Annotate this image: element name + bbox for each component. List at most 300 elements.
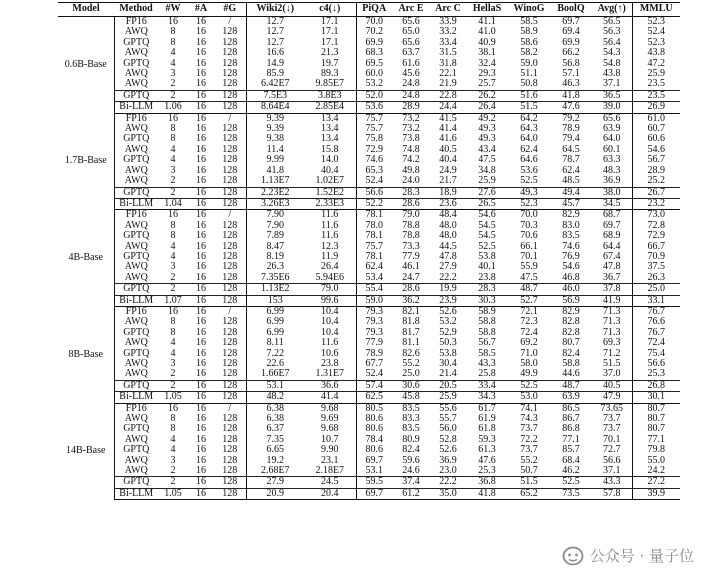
avg-cell: 63.3 — [603, 155, 621, 166]
mmlu-cell: 55.0 — [632, 456, 680, 466]
winog-cell: 66.1 — [520, 241, 538, 252]
arc-c-cell: 33.2 — [439, 27, 457, 38]
winog-cell: 70.3 — [520, 220, 538, 231]
wiki2-cell: 2.23E2 — [246, 187, 304, 198]
method-cell: AWQ — [124, 220, 148, 231]
mmlu-cell: 80.7 — [632, 424, 680, 434]
arc-e-cell: 77.9 — [402, 251, 420, 262]
c4-cell: 2.33E3 — [304, 198, 356, 209]
weight-bits-cell: 1.05 — [158, 488, 188, 499]
boolq-cell: 57.1 — [562, 69, 580, 80]
table-row — [58, 69, 680, 79]
boolq-cell: 82.9 — [562, 306, 580, 317]
mmlu-cell: 23.2 — [632, 198, 680, 209]
activation-bits-cell: 16 — [196, 327, 206, 338]
hellas-cell: 41.0 — [478, 27, 496, 38]
method-cell: GPTQ — [123, 58, 150, 69]
winog-cell: 55.9 — [520, 262, 538, 273]
weight-bits-cell: 16 — [168, 113, 178, 124]
header-arc-e: Arc E — [392, 3, 430, 17]
arc-e-cell: 83.5 — [402, 403, 420, 414]
table-row — [58, 59, 680, 69]
wiki2-cell: 22.6 — [246, 359, 304, 369]
method-cell: Bi-LLM — [114, 102, 158, 113]
group-size-cell: 128 — [222, 348, 238, 359]
mmlu-cell: 60.7 — [632, 124, 680, 134]
watermark-text: 公众号 · 量子位 — [589, 547, 694, 565]
table-row — [58, 466, 680, 477]
hellas-cell: 58.9 — [478, 306, 496, 317]
hellas-cell: 29.3 — [478, 69, 496, 80]
weight-bits-cell: 4 — [170, 48, 176, 59]
avg-cell: 70.1 — [603, 434, 621, 445]
method-cell: GPTQ — [123, 424, 150, 435]
method-cell: GPTQ — [114, 187, 158, 198]
arc-c-cell: 53.2 — [439, 317, 457, 328]
winog-cell: 64.6 — [520, 155, 538, 166]
method-cell: AWQ — [124, 434, 148, 445]
wiki2-cell: 19.2 — [246, 456, 304, 466]
model-name-cell: 4B-Base — [58, 210, 114, 307]
mmlu-cell: 24.2 — [632, 466, 680, 477]
avg-cell: 47.8 — [603, 262, 621, 273]
arc-e-cell: 49.8 — [402, 165, 420, 176]
table-row — [58, 113, 680, 124]
avg-cell: 54.3 — [603, 48, 621, 59]
table-header — [58, 3, 680, 17]
piqa-cell: 62.5 — [356, 392, 392, 403]
header-wiki2: Wiki2(↓) — [246, 3, 304, 17]
weight-bits-cell: 2 — [158, 187, 188, 198]
boolq-cell: 83.5 — [562, 231, 580, 242]
boolq-cell: 74.6 — [562, 241, 580, 252]
arc-e-cell: 73.3 — [402, 241, 420, 252]
wiki2-cell: 153 — [246, 295, 304, 306]
boolq-cell: 69.4 — [562, 27, 580, 38]
arc-e-cell: 36.2 — [392, 295, 430, 306]
c4-cell: 24.5 — [304, 477, 356, 488]
arc-c-cell: 40.5 — [439, 144, 457, 155]
wiki2-cell: 9.39 — [246, 124, 304, 134]
arc-e-cell: 28.9 — [392, 102, 430, 113]
group-size-cell: 128 — [214, 466, 246, 477]
activation-bits-cell: 16 — [196, 317, 206, 328]
c4-cell: 40.4 — [321, 165, 339, 176]
hellas-cell: 23.8 — [466, 273, 508, 284]
wiki2-cell: 6.37 — [246, 424, 304, 434]
avg-cell: 56.6 — [603, 455, 621, 466]
hellas-cell: 26.5 — [466, 198, 508, 209]
hellas-cell: 54.6 — [478, 209, 496, 221]
arc-e-cell: 65.6 — [402, 16, 420, 27]
method-cell: GPTQ — [114, 477, 158, 488]
avg-cell: 64.0 — [603, 134, 621, 145]
weight-bits-cell: 8 — [170, 424, 176, 435]
arc-c-cell: 53.8 — [439, 348, 457, 359]
mmlu-cell: 33.1 — [632, 295, 680, 306]
group-size-cell: 128 — [222, 165, 238, 176]
arc-c-cell: 48.4 — [439, 209, 457, 221]
wiki2-cell: 8.19 — [246, 252, 304, 262]
hellas-cell: 58.8 — [478, 327, 496, 338]
arc-e-cell: 45.6 — [402, 69, 420, 80]
method-cell: GPTQ — [123, 327, 150, 338]
avg-cell: 54.8 — [603, 58, 621, 69]
table-row — [58, 445, 680, 455]
c4-cell: 17.1 — [321, 37, 339, 48]
hellas-cell: 28.3 — [466, 284, 508, 295]
header-avg: Avg(↑) — [592, 3, 632, 17]
table-row — [58, 262, 680, 272]
avg-cell: 43.8 — [603, 69, 621, 80]
hellas-cell: 53.8 — [478, 251, 496, 262]
activation-bits-cell: 16 — [188, 79, 214, 90]
wiki2-cell: 8.47 — [246, 242, 304, 252]
wiki2-cell: 16.6 — [246, 48, 304, 58]
boolq-cell: 46.8 — [550, 273, 592, 284]
method-cell: GPTQ — [114, 90, 158, 101]
piqa-cell: 52.4 — [356, 176, 392, 187]
boolq-cell: 78.7 — [562, 155, 580, 166]
hellas-cell: 26.2 — [466, 90, 508, 101]
group-size-cell: 128 — [222, 155, 238, 166]
avg-cell: 63.9 — [603, 124, 621, 135]
hellas-cell: 25.7 — [466, 79, 508, 90]
c4-cell: 13.4 — [321, 124, 339, 135]
table-row — [58, 17, 680, 28]
piqa-cell: 69.9 — [356, 38, 392, 48]
avg-cell: 60.1 — [603, 144, 621, 155]
weight-bits-cell: 4 — [170, 251, 176, 262]
header-mmlu: MMLU — [632, 3, 680, 17]
c4-cell: 9.68 — [321, 403, 339, 414]
arc-c-cell: 44.5 — [439, 241, 457, 252]
activation-bits-cell: 16 — [196, 455, 206, 466]
activation-bits-cell: 16 — [196, 359, 206, 369]
method-cell: AWQ — [124, 165, 148, 176]
arc-c-cell: 21.4 — [430, 369, 466, 380]
table-row — [58, 187, 680, 198]
piqa-cell: 80.5 — [356, 403, 392, 414]
avg-cell: 39.0 — [592, 102, 632, 113]
activation-bits-cell: 16 — [188, 392, 214, 403]
table-row — [58, 155, 680, 165]
boolq-cell: 78.9 — [562, 124, 580, 135]
avg-cell: 37.1 — [592, 79, 632, 90]
c4-cell: 9.69 — [321, 414, 339, 425]
table-row — [58, 166, 680, 176]
weight-bits-cell: 4 — [170, 434, 176, 445]
avg-cell: 64.4 — [603, 241, 621, 252]
avg-cell: 57.8 — [592, 488, 632, 499]
mmlu-cell: 30.1 — [632, 392, 680, 403]
activation-bits-cell: 16 — [196, 113, 206, 124]
piqa-cell: 75.8 — [356, 134, 392, 144]
weight-bits-cell: 1.06 — [158, 102, 188, 113]
c4-cell: 2.85E4 — [304, 102, 356, 113]
winog-cell: 72.2 — [520, 434, 538, 445]
weight-bits-cell: 4 — [170, 241, 176, 252]
winog-cell: 74.1 — [520, 403, 538, 414]
arc-c-cell: 24.4 — [430, 102, 466, 113]
c4-cell: 13.4 — [321, 113, 339, 124]
table-row — [58, 306, 680, 317]
hellas-cell: 47.5 — [478, 155, 496, 166]
arc-e-cell: 28.6 — [392, 284, 430, 295]
activation-bits-cell: 16 — [196, 403, 206, 414]
piqa-cell: 59.5 — [356, 477, 392, 488]
group-size-cell: 128 — [222, 262, 238, 273]
boolq-cell: 64.5 — [562, 144, 580, 155]
weight-bits-cell: 8 — [170, 414, 176, 425]
arc-e-cell: 45.8 — [392, 392, 430, 403]
piqa-cell: 67.7 — [356, 359, 392, 369]
piqa-cell: 78.1 — [356, 252, 392, 262]
boolq-cell: 69.9 — [562, 37, 580, 48]
hellas-cell: 61.7 — [478, 403, 496, 414]
wiki2-cell: 48.2 — [246, 392, 304, 403]
arc-c-cell: 21.9 — [430, 79, 466, 90]
weight-bits-cell: 1.07 — [158, 295, 188, 306]
arc-e-cell: 63.7 — [402, 48, 420, 59]
piqa-cell: 65.3 — [356, 166, 392, 176]
arc-e-cell: 30.6 — [392, 380, 430, 391]
activation-bits-cell: 16 — [196, 165, 206, 176]
arc-e-cell: 24.0 — [392, 176, 430, 187]
weight-bits-cell: 4 — [170, 58, 176, 69]
table-row — [58, 424, 680, 434]
header-activation-bits: #A — [188, 3, 214, 17]
c4-cell: 15.8 — [321, 144, 339, 155]
winog-cell: 59.0 — [520, 58, 538, 69]
activation-bits-cell: 16 — [196, 220, 206, 231]
method-cell: GPTQ — [123, 37, 150, 48]
table-row — [58, 210, 680, 221]
arc-e-cell: 81.1 — [402, 338, 420, 349]
table-row — [58, 198, 680, 209]
winog-cell: 50.7 — [508, 466, 550, 477]
c4-cell: 13.4 — [321, 134, 339, 145]
quantization-results-table — [58, 2, 680, 500]
table-row — [58, 242, 680, 252]
mmlu-cell: 25.0 — [632, 284, 680, 295]
arc-c-cell: 31.5 — [439, 48, 457, 59]
group-size-cell: 128 — [214, 187, 246, 198]
c4-cell: 11.6 — [321, 209, 339, 221]
boolq-cell: 80.7 — [562, 338, 580, 349]
piqa-cell: 52.2 — [356, 198, 392, 209]
winog-cell: 58.2 — [520, 48, 538, 59]
c4-cell: 89.3 — [321, 69, 339, 80]
arc-c-cell: 20.5 — [430, 380, 466, 391]
boolq-cell: 49.4 — [550, 187, 592, 198]
boolq-cell: 41.8 — [550, 90, 592, 101]
piqa-cell: 79.3 — [356, 328, 392, 338]
avg-cell: 47.9 — [592, 392, 632, 403]
arc-e-cell: 73.2 — [402, 113, 420, 124]
mmlu-cell: 43.8 — [632, 48, 680, 58]
arc-e-cell: 79.0 — [402, 209, 420, 221]
weight-bits-cell: 2 — [158, 466, 188, 477]
wiki2-cell: 6.38 — [246, 403, 304, 414]
weight-bits-cell: 3 — [170, 262, 176, 273]
piqa-cell: 53.1 — [356, 466, 392, 477]
activation-bits-cell: 16 — [188, 488, 214, 499]
group-size-cell: / — [228, 403, 232, 414]
activation-bits-cell: 16 — [188, 295, 214, 306]
hellas-cell: 59.3 — [478, 434, 496, 445]
mmlu-cell: 25.9 — [632, 69, 680, 79]
boolq-cell: 54.6 — [562, 262, 580, 273]
mmlu-cell: 76.7 — [632, 328, 680, 338]
arc-e-cell: 74.2 — [402, 155, 420, 166]
arc-c-cell: 33.4 — [439, 37, 457, 48]
arc-c-cell: 48.0 — [439, 220, 457, 231]
method-cell: AWQ — [124, 455, 148, 466]
boolq-cell: 82.9 — [562, 209, 580, 221]
activation-bits-cell: 16 — [196, 27, 206, 38]
arc-e-cell: 81.7 — [402, 327, 420, 338]
piqa-cell: 55.4 — [356, 284, 392, 295]
mmlu-cell: 56.7 — [632, 155, 680, 165]
winog-cell: 52.5 — [508, 380, 550, 391]
weight-bits-cell: 1.05 — [158, 392, 188, 403]
wiki2-cell: 1.66E7 — [246, 369, 304, 380]
winog-cell: 58.0 — [520, 359, 538, 369]
header-boolq: BoolQ — [550, 3, 592, 17]
hellas-cell: 43.4 — [478, 144, 496, 155]
table-row — [58, 231, 680, 241]
watermark — [562, 545, 694, 566]
group-size-cell: 128 — [222, 69, 238, 80]
weight-bits-cell: 4 — [170, 348, 176, 359]
activation-bits-cell: 16 — [196, 241, 206, 252]
hellas-cell: 25.9 — [466, 176, 508, 187]
table-row — [58, 90, 680, 101]
boolq-cell: 82.8 — [562, 317, 580, 328]
winog-cell: 52.5 — [508, 176, 550, 187]
header-piqa: PiQA — [356, 3, 392, 17]
mmlu-cell: 26.7 — [632, 187, 680, 198]
arc-c-cell: 55.7 — [439, 414, 457, 425]
arc-c-cell: 52.8 — [439, 434, 457, 445]
avg-cell: 43.3 — [592, 477, 632, 488]
table-row — [58, 145, 680, 155]
mmlu-cell: 23.5 — [632, 90, 680, 101]
group-size-cell: 128 — [222, 317, 238, 328]
method-cell: GPTQ — [123, 155, 150, 166]
winog-cell: 70.1 — [520, 251, 538, 262]
hellas-cell: 52.5 — [478, 241, 496, 252]
table-row — [58, 176, 680, 187]
arc-c-cell: 22.2 — [430, 477, 466, 488]
c4-cell: 23.8 — [321, 359, 339, 369]
group-size-cell: 128 — [222, 424, 238, 435]
c4-cell: 2.18E7 — [304, 466, 356, 477]
model-name-cell: 0.6B-Base — [58, 17, 114, 114]
wiki2-cell: 1.13E2 — [246, 284, 304, 295]
boolq-cell: 62.4 — [562, 165, 580, 176]
table-row — [58, 102, 680, 113]
arc-e-cell: 83.3 — [402, 414, 420, 425]
c4-cell: 17.1 — [321, 27, 339, 38]
boolq-cell: 86.5 — [562, 403, 580, 414]
activation-bits-cell: 16 — [196, 144, 206, 155]
header-model: Model — [58, 3, 114, 17]
arc-c-cell: 52.9 — [439, 327, 457, 338]
arc-c-cell: 22.1 — [439, 69, 457, 80]
piqa-cell: 53.2 — [356, 79, 392, 90]
arc-e-cell: 24.6 — [392, 466, 430, 477]
winog-cell: 62.4 — [520, 144, 538, 155]
wiki2-cell: 7.5E3 — [246, 90, 304, 101]
mmlu-cell: 72.9 — [632, 231, 680, 241]
group-size-cell: 128 — [214, 392, 246, 403]
mmlu-cell: 72.4 — [632, 338, 680, 348]
arc-c-cell: 31.8 — [439, 58, 457, 69]
group-size-cell: / — [228, 209, 232, 221]
arc-e-cell: 46.1 — [402, 262, 420, 273]
winog-cell: 53.6 — [520, 165, 538, 176]
piqa-cell: 56.6 — [356, 187, 392, 198]
table-row — [58, 317, 680, 327]
method-cell: AWQ — [124, 262, 148, 273]
boolq-cell: 58.8 — [562, 359, 580, 369]
c4-cell: 11.6 — [321, 338, 339, 349]
piqa-cell: 75.7 — [356, 124, 392, 134]
model-name-cell: 14B-Base — [58, 403, 114, 500]
group-size-cell: 128 — [214, 198, 246, 209]
table-row — [58, 134, 680, 144]
mmlu-cell: 61.0 — [632, 113, 680, 124]
boolq-cell: 82.4 — [562, 348, 580, 359]
c4-cell: 21.3 — [321, 48, 339, 59]
mmlu-cell: 75.4 — [632, 349, 680, 359]
piqa-cell: 78.9 — [356, 349, 392, 359]
weight-bits-cell: 4 — [170, 155, 176, 166]
piqa-cell: 74.6 — [356, 155, 392, 165]
c4-cell: 23.1 — [321, 455, 339, 466]
arc-e-cell: 80.9 — [402, 434, 420, 445]
piqa-cell: 70.0 — [356, 17, 392, 28]
wiki2-cell: 7.89 — [246, 231, 304, 241]
c4-cell: 1.31E7 — [304, 369, 356, 380]
weight-bits-cell: 8 — [170, 327, 176, 338]
arc-c-cell: 52.6 — [439, 306, 457, 317]
piqa-cell: 80.6 — [356, 424, 392, 434]
boolq-cell: 82.8 — [562, 327, 580, 338]
winog-cell: 52.3 — [508, 198, 550, 209]
method-cell: FP16 — [125, 113, 147, 124]
method-cell: AWQ — [124, 27, 148, 38]
wiki2-cell: 26.3 — [246, 262, 304, 272]
arc-c-cell: 41.4 — [439, 124, 457, 135]
boolq-cell: 86.7 — [562, 414, 580, 425]
hellas-cell: 41.1 — [478, 16, 496, 27]
piqa-cell: 62.4 — [356, 262, 392, 272]
group-size-cell: 128 — [222, 220, 238, 231]
piqa-cell: 75.7 — [356, 242, 392, 252]
winog-cell: 48.7 — [508, 284, 550, 295]
c4-cell: 1.02E7 — [304, 176, 356, 187]
method-cell: AWQ — [124, 48, 148, 59]
wiki2-cell: 8.64E4 — [246, 102, 304, 113]
c4-cell: 9.85E7 — [304, 79, 356, 90]
boolq-cell: 68.4 — [562, 455, 580, 466]
method-cell: Bi-LLM — [114, 295, 158, 306]
boolq-cell: 56.9 — [550, 295, 592, 306]
arc-c-cell: 33.9 — [439, 16, 457, 27]
